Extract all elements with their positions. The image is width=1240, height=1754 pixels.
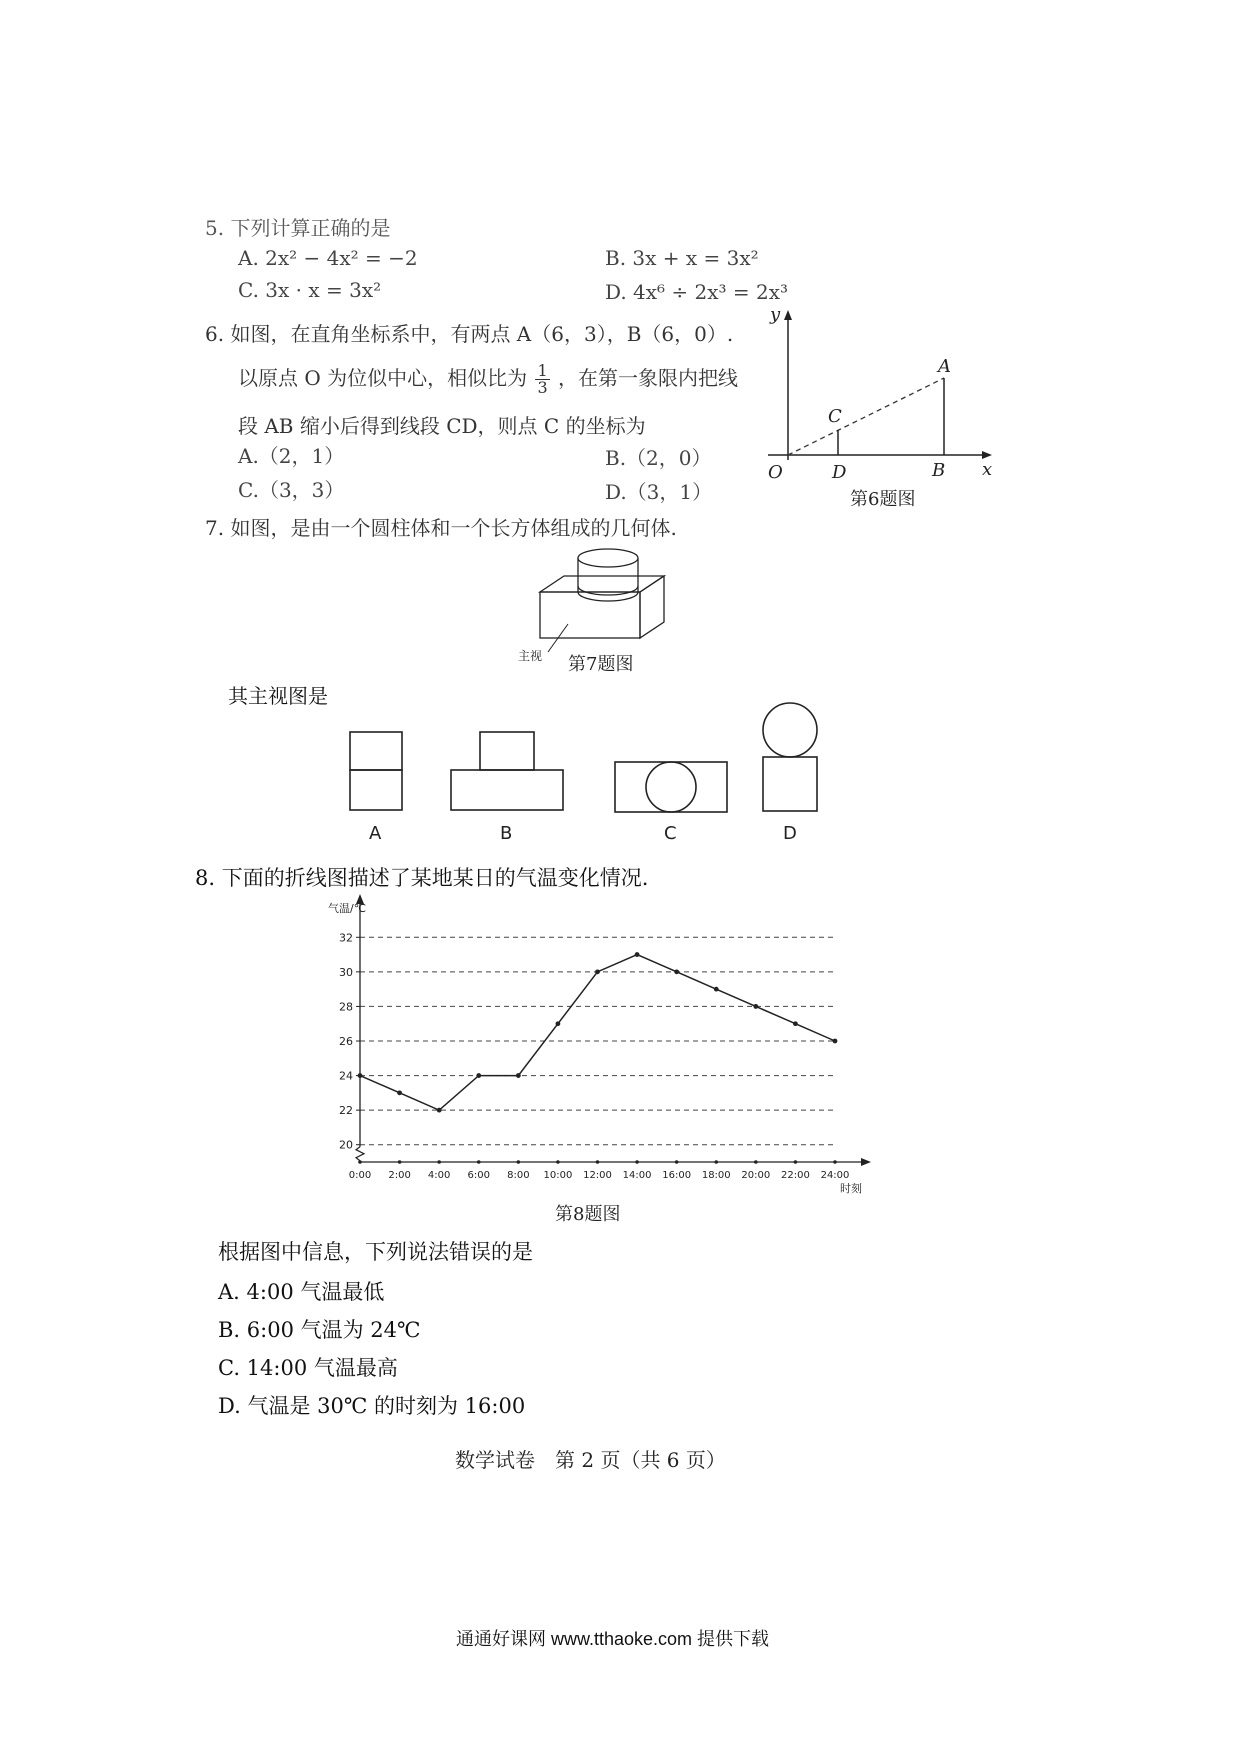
q7-choice-d-square [763,757,817,811]
chart-axes [356,894,871,1166]
data-point-11 [793,1021,798,1026]
x-tick-label-8: 16:00 [662,1170,692,1181]
data-point-10 [753,1004,758,1009]
chart-grid [360,937,835,1144]
x-tick-label-7: 14:00 [622,1170,652,1181]
y-tick-label-28: 28 [339,1000,353,1014]
data-point-2 [437,1108,442,1113]
x-tick-label-11: 22:00 [781,1170,810,1181]
q6-label-d: D [832,462,847,483]
x-tick-2 [437,1160,441,1164]
q7-view-choices [340,700,860,850]
data-point-9 [714,987,719,992]
q7-box-side-face [640,576,664,638]
q8-stem: 8. 下面的折线图描述了某地某日的气温变化情况. [195,866,649,890]
q7-question: 其主视图是 [228,684,328,708]
x-tick-label-2: 4:00 [427,1170,451,1181]
x-tick-6 [596,1160,600,1164]
q7-choice-c-circle [646,762,696,812]
q7-choice-c-label: C [664,823,677,844]
q6-label-b: B [932,460,946,481]
q8-figure-caption: 第8题图 [555,1204,621,1225]
download-source: 通通好课网 www.tthaoke.com 提供下载 [456,1629,770,1649]
q8-option-d: D. 气温是 30℃ 的时刻为 16:00 [218,1394,526,1418]
q5-option-d: D. 4x⁶ ÷ 2x³ = 2x³ [605,280,789,304]
q6-coordinate-figure [760,300,1010,520]
x-tick-4 [517,1160,521,1164]
q6-fraction-denominator: 3 [537,378,548,397]
q6-option-b: B.（2，0） [605,446,712,470]
q7-front-label: 主视 [518,649,543,663]
q6-label-o: O [768,462,783,483]
y-tick-label-22: 22 [339,1104,353,1118]
x-axis-arrow [861,1158,871,1166]
q5-stem: 5. 下列计算正确的是 [205,216,391,240]
chart-tick-labels [339,931,849,1181]
x-tick-0 [358,1160,362,1164]
y-tick-label-26: 26 [339,1035,353,1048]
q6-x-axis-arrow [982,451,992,459]
q6-label-y: y [770,304,781,325]
q6-stem-line1: 6. 如图，在直角坐标系中，有两点 A（6，3），B（6，0）. [205,322,734,346]
x-tick-label-3: 6:00 [467,1170,490,1181]
q7-choice-c-rect [615,762,727,812]
q7-choice-b-bottom-rect [451,770,563,810]
q7-stem: 7. 如图，是由一个圆柱体和一个长方体组成的几何体. [205,516,677,540]
q6-option-c: C.（3，3） [238,478,345,502]
q6-line2-text: 以原点 O 为位似中心，相似比为 [238,366,528,390]
q6-dashed-line-oa [788,378,944,455]
q7-cylinder-top [578,549,638,567]
q5-option-b: B. 3x + x = 3x² [605,246,759,270]
x-tick-5 [556,1160,560,1164]
data-point-5 [556,1021,561,1026]
x-tick-label-12: 24:00 [820,1170,850,1181]
q7-choice-a-top-square [350,732,402,770]
chart-y-axis-label: 气温/℃ [328,902,367,915]
data-point-4 [516,1073,521,1078]
q8-option-c: C. 14:00 气温最高 [218,1356,398,1380]
y-axis-break [356,1147,364,1161]
q6-line2b-text: ，在第一象限内把线 [558,366,739,390]
data-point-12 [833,1039,838,1044]
q5-option-a: A. 2x² − 4x² = −2 [238,246,418,270]
x-tick-12 [833,1160,837,1164]
x-tick-label-9: 18:00 [701,1170,731,1181]
series-line-0 [360,955,835,1111]
q5-option-c: C. 3x · x = 3x² [238,278,382,302]
data-point-7 [635,952,640,957]
page-footer: 数学试卷 第 2 页（共 6 页） [455,1448,726,1472]
q7-solid-figure [510,540,710,680]
q8-question: 根据图中信息，下列说法错误的是 [218,1240,533,1264]
data-point-1 [397,1090,402,1095]
x-tick-8 [675,1160,679,1164]
q7-choice-a-bottom-square [350,770,402,810]
q6-option-d: D.（3，1） [605,480,713,504]
chart-series [358,952,838,1112]
q6-fraction-numerator: 1 [537,361,548,380]
q8-option-a: A. 4:00 气温最低 [218,1280,385,1304]
x-tick-10 [754,1160,758,1164]
x-tick-label-0: 0:00 [348,1170,372,1181]
q7-choice-a-label: A [369,823,382,844]
q7-choice-b-label: B [500,823,513,844]
q6-y-axis-arrow [784,310,792,320]
q7-figure-caption: 第7题图 [568,654,634,675]
q7-choice-d-circle [763,703,817,757]
x-tick-11 [794,1160,798,1164]
q7-choice-d-label: D [783,823,797,844]
data-point-3 [476,1073,481,1078]
x-tick-3 [477,1160,481,1164]
y-tick-label-30: 30 [339,965,353,979]
y-tick-label-32: 32 [339,931,353,945]
data-point-0 [358,1073,363,1078]
q6-label-x: x [982,459,993,480]
q6-stem-line2 [238,362,738,396]
q7-choice-b-top-rect [480,732,534,770]
q6-fraction [535,363,549,396]
q6-figure-caption: 第6题图 [850,489,916,510]
data-point-6 [595,969,600,974]
q6-label-c: C [828,406,842,427]
chart-x-axis-label: 时刻 [840,1182,862,1195]
x-tick-1 [398,1160,402,1164]
q8-option-b: B. 6:00 气温为 24℃ [218,1318,421,1342]
q6-stem-line3: 段 AB 缩小后得到线段 CD，则点 C 的坐标为 [238,414,646,438]
x-tick-label-6: 12:00 [583,1170,612,1181]
x-tick-label-10: 20:00 [741,1170,771,1181]
x-tick-7 [635,1160,639,1164]
x-tick-label-4: 8:00 [507,1170,530,1181]
x-tick-9 [714,1160,718,1164]
x-tick-label-5: 10:00 [543,1170,573,1181]
x-tick-label-1: 2:00 [388,1170,411,1181]
y-tick-label-24: 24 [339,1069,353,1083]
q8-temperature-chart [320,890,880,1200]
y-tick-label-20: 20 [339,1138,353,1152]
data-point-8 [674,969,679,974]
q6-option-a: A.（2，1） [238,444,345,468]
q6-label-a: A [938,356,951,377]
